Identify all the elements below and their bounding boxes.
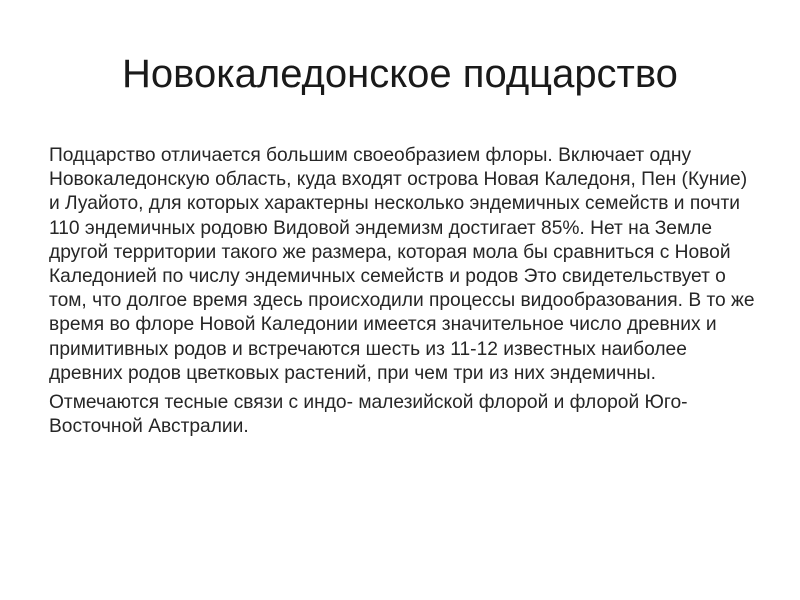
body-paragraph: Отмечаются тесные связи с индо- малезийской флорой и флорой Юго-Восточной Австралии. [49, 392, 688, 438]
slide-body [49, 144, 759, 444]
body-paragraph: Подцарство отличается большим своеобразием флоры. Включает одну Новокаледонскую область, куда входят острова Новая Каледоня, Пен (Куние) и Луайото, для которых характерны несколько эндемичных семейств и почти 110 эндемичных родовю Видовой эндемизм достигает 85%. Нет на Земле другой территории такого же размера, которая мола бы сравниться с Новой Каледонией по числу эндемичных семейств и родов Это свидетельствует о том, что долгое время здесь происходили процессы видообразования. В то же время во флоре Новой Каледонии имеется значительное число древних и примитивных родов и встречаются шесть из 11-12 известных наиболее древних родов цветковых растений, при чем три из них эндемичны. [49, 145, 755, 384]
slide-title: Новокаледонское подцарство [122, 52, 678, 96]
